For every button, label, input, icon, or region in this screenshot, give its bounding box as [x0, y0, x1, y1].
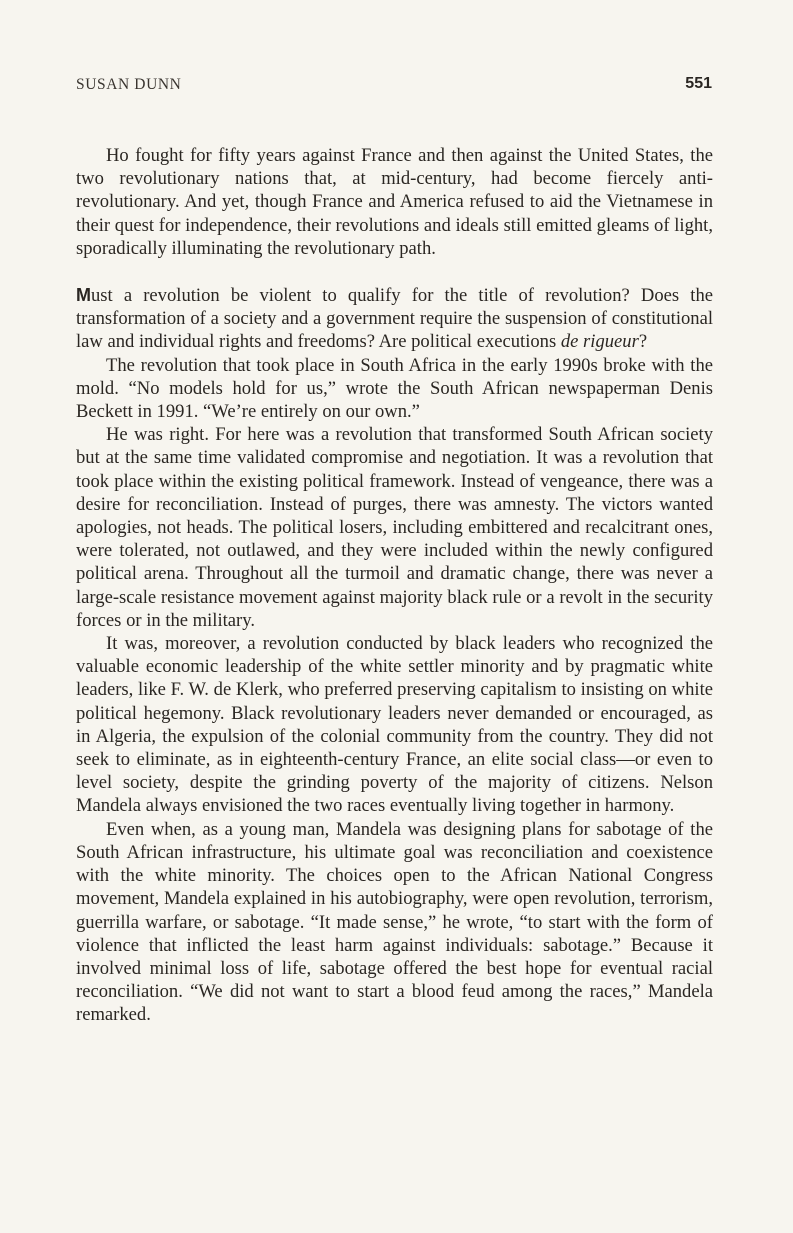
italic-phrase: de rigueur [560, 331, 639, 353]
paragraph-text: ust a revolution be violent to qualify for the title of revolution? Does the transformation of a society and a government require the suspension of constitutional law and individual rights and freedoms? Are political executions [76, 285, 713, 353]
paragraph: He was right. For here was a revolution that transformed South African society but at the same time validated compromise and negotiation. It was a revolution that took place within the existing political framework. Instead of vengeance, there was a desire for reconciliation. Instead of purges, there was amnesty. The victors wanted apologies, not heads. The political losers, including embittered and recalcitrant ones, were tolerated, not outlawed, and they were included within the newly configured political arena. Throughout all the turmoil and dramatic change, there was never a large-scale resistance movement against majority black rule or a revolt in the security forces or in the military. [76, 424, 713, 631]
section-initial-letter: M [76, 285, 91, 306]
paragraph: Even when, as a young man, Mandela was designing plans for sabotage of the South African infrastructure, his ultimate goal was reconciliation and coexistence with the white minority. The choices open to the African National Congress movement, Mandela explained in his autobiography, were open revolution, terrorism, guerrilla warfare, or sabotage. “It made sense,” he wrote, “to start with the form of violence that inflicted the least harm against individuals: sabotage.” Because it involved minimal loss of life, sabotage offered the best hope for eventual racial reconciliation. “We did not want to start a blood feud among the races,” Mandela remarked. [76, 818, 713, 1026]
page-number: 551 [685, 75, 712, 92]
running-head [76, 76, 712, 98]
running-head-author: SUSAN DUNN [76, 76, 182, 93]
paragraph: The revolution that took place in South Africa in the early 1990s broke with the mold. “No models hold for us,” wrote the South African newspaperman Denis Beckett in 1991. “We’re entirely on our own.” [76, 354, 713, 423]
paragraph: Ho fought for fifty years against France and then against the United States, the two revolutionary nations that, at mid-century, had become fiercely anti-revolutionary. And yet, though France and America refused to aid the Vietnamese in their quest for independence, their revolutions and ideals still emitted gleams of light, sporadically illuminating the revolutionary path. [76, 145, 713, 259]
section-opening-paragraph [76, 284, 713, 354]
paragraph: It was, moreover, a revolution conducted by black leaders who recognized the valuable economic leadership of the white settler minority and by pragmatic white leaders, like F. W. de Klerk, who preferred preserving capitalism to insisting on white political hegemony. Black revolutionary leaders never demanded or encouraged, as in Algeria, the expulsion of the colonial community from the country. They did not seek to eliminate, as in eighteenth-century France, an elite social class—or even to level society, despite the grinding poverty of the majority of citizens. Nelson Mandela always envisioned the two races eventually living together in harmony. [76, 633, 713, 817]
body-text [76, 144, 713, 1027]
paragraph-end: ? [638, 331, 648, 353]
